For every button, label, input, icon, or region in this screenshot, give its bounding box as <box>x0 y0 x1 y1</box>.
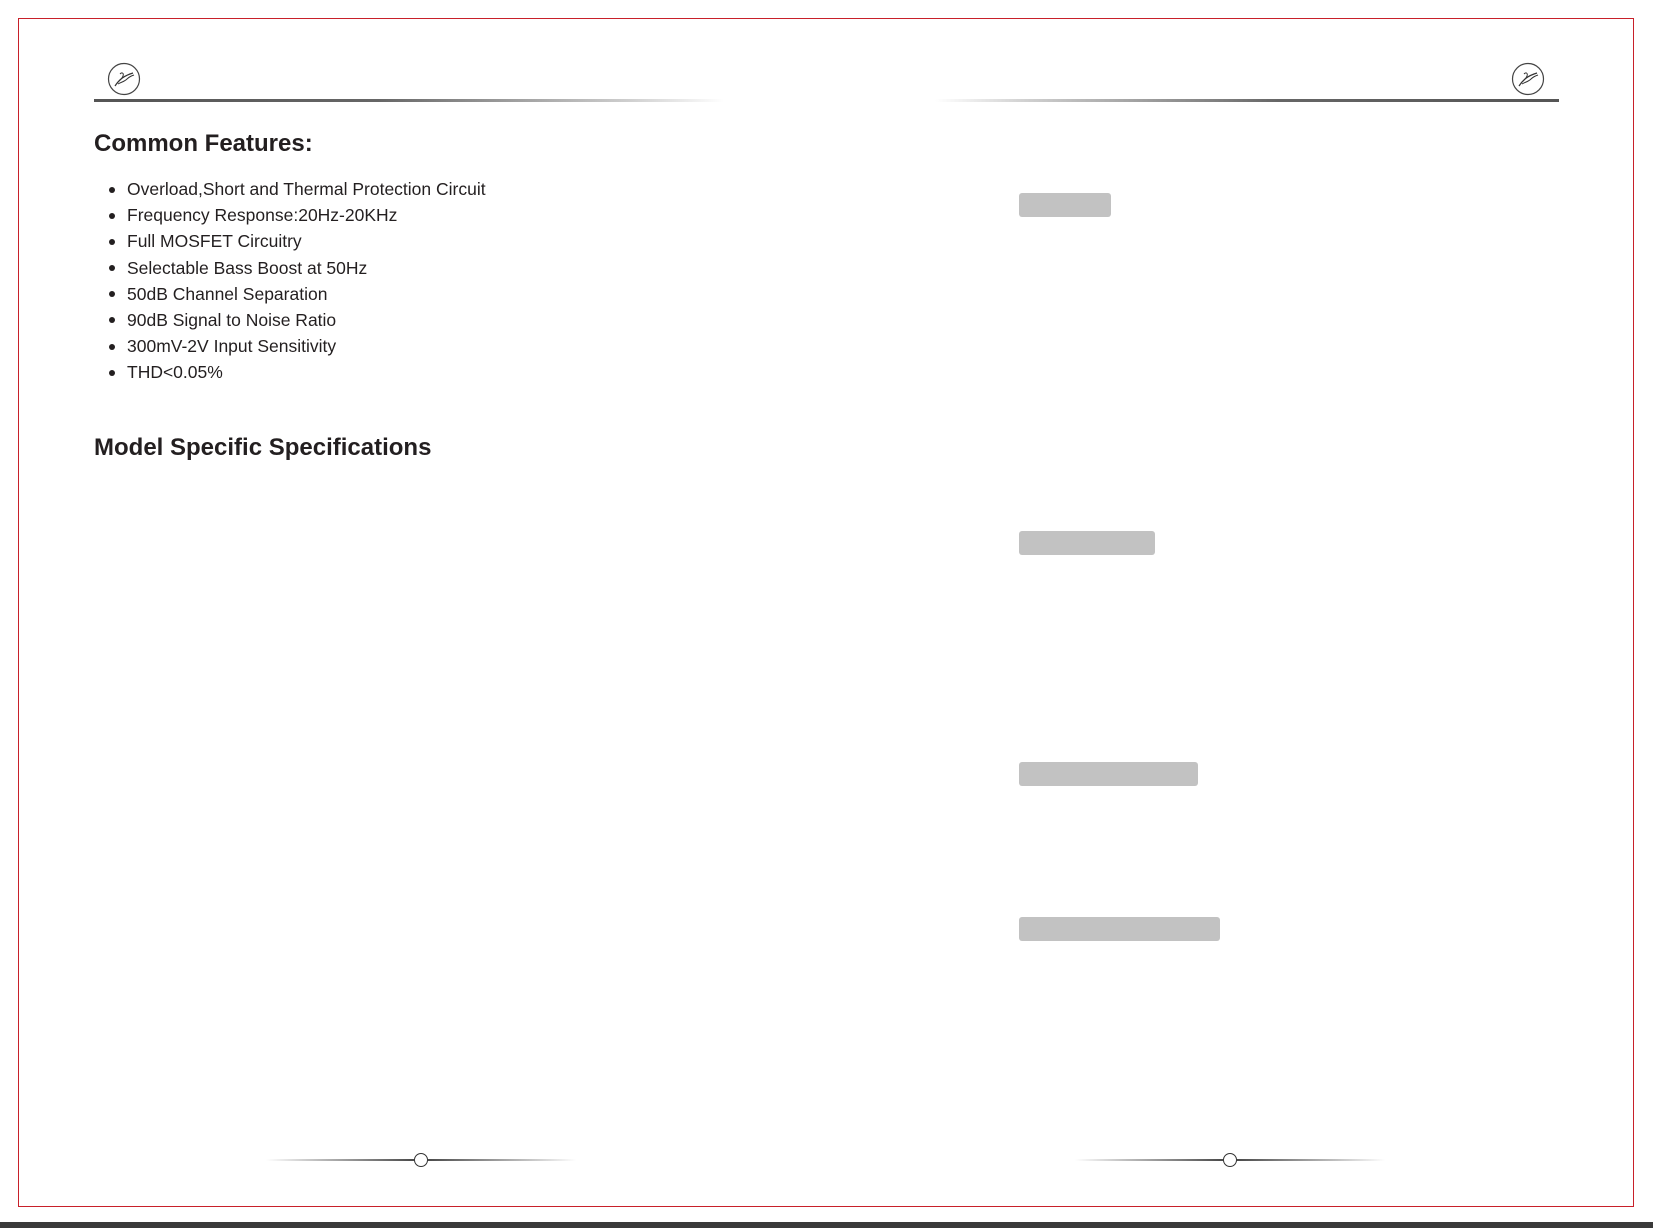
redacted-label-4 <box>1019 917 1220 941</box>
footer-line <box>266 1159 414 1161</box>
redacted-label-3 <box>1019 762 1198 786</box>
model-specific-heading: Model Specific Specifications <box>94 434 432 461</box>
redacted-label-1 <box>1019 193 1111 217</box>
feature-item <box>106 202 486 228</box>
bullet-icon <box>109 213 115 219</box>
bullet-icon <box>109 370 115 376</box>
feature-item <box>106 228 486 254</box>
bullet-icon <box>109 187 115 193</box>
footer-ornament <box>1075 1152 1385 1168</box>
bullet-icon <box>109 344 115 350</box>
bullet-icon <box>109 317 115 323</box>
bullet-icon <box>109 265 115 271</box>
feature-text: THD<0.05% <box>127 362 223 383</box>
feature-text: 50dB Channel Separation <box>127 283 328 304</box>
header-rule <box>935 99 1559 102</box>
feature-text: Full MOSFET Circuitry <box>127 231 302 252</box>
feature-item <box>106 255 486 281</box>
bullet-icon <box>109 239 115 245</box>
common-features-list <box>106 176 486 386</box>
redacted-label-2 <box>1019 531 1155 555</box>
common-features-heading: Common Features: <box>94 130 313 157</box>
feature-text: Selectable Bass Boost at 50Hz <box>127 257 368 278</box>
feature-text: Frequency Response:20Hz-20KHz <box>127 205 398 226</box>
footer-line <box>428 1159 576 1161</box>
bottom-edge-strip <box>0 1222 1653 1228</box>
brand-logo-icon <box>1511 62 1545 96</box>
brand-logo-icon <box>107 62 141 96</box>
feature-item <box>106 176 486 202</box>
bullet-icon <box>109 291 115 297</box>
footer-ornament <box>266 1152 576 1168</box>
footer-line <box>1075 1159 1223 1161</box>
feature-text: 90dB Signal to Noise Ratio <box>127 309 337 330</box>
feature-item <box>106 333 486 359</box>
feature-item <box>106 359 486 385</box>
ring-icon <box>1223 1153 1237 1167</box>
footer-line <box>1237 1159 1385 1161</box>
feature-item <box>106 281 486 307</box>
feature-text: Overload,Short and Thermal Protection Circuit <box>127 179 486 199</box>
feature-item <box>106 307 486 333</box>
header-rule <box>94 99 724 102</box>
feature-text: 300mV-2V Input Sensitivity <box>127 336 337 357</box>
ring-icon <box>414 1153 428 1167</box>
